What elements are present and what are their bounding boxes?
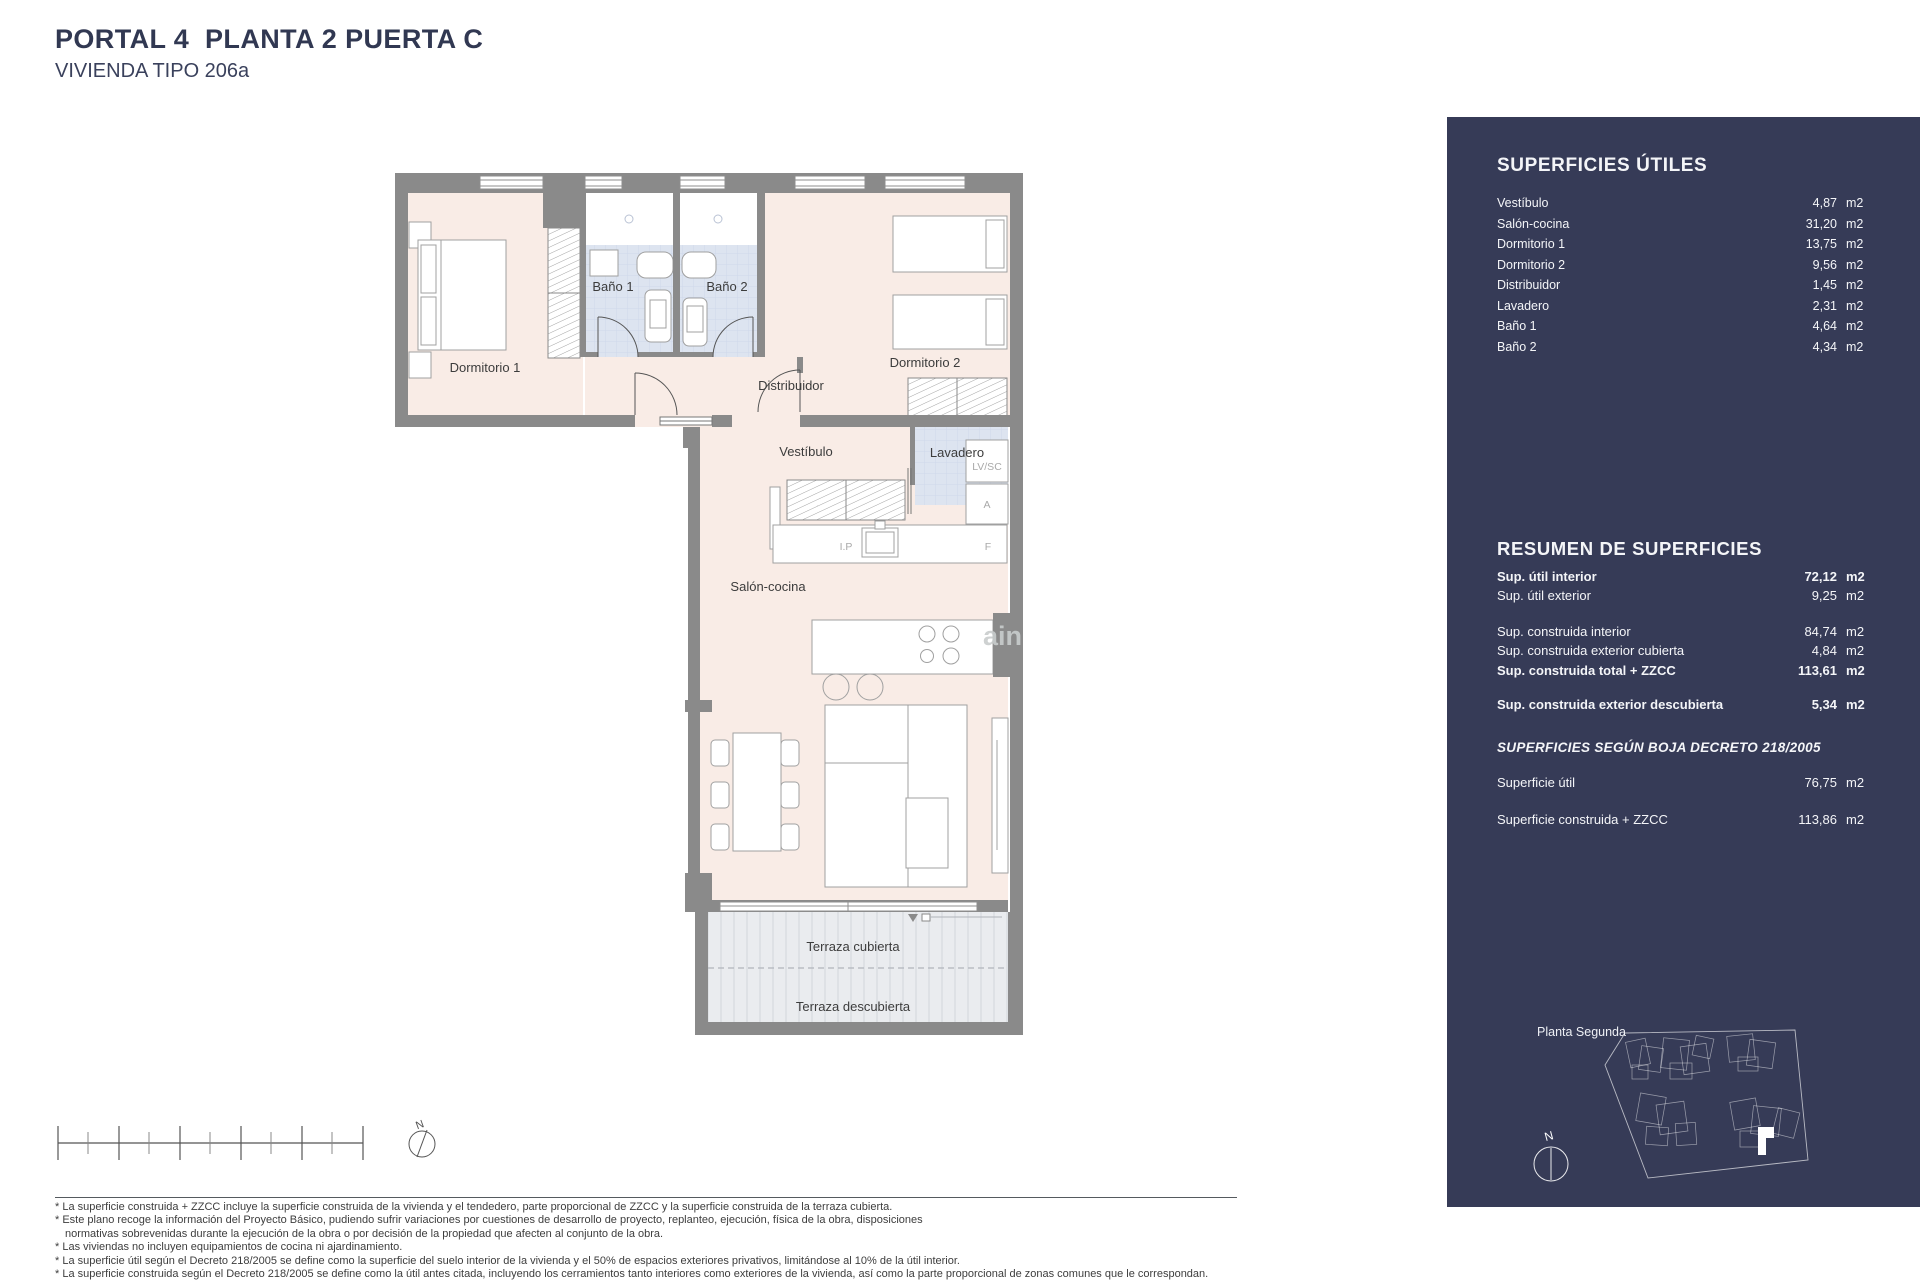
surface-row: Baño 2 4,34 m2 [1497,339,1864,354]
surface-row: Lavadero 2,31 m2 [1497,298,1864,313]
annotation-lvsc: LV/SC [972,461,1002,473]
svg-text:N: N [1542,1128,1555,1145]
superficies-utiles-title: SUPERFICIES ÚTILES [1497,155,1708,176]
room-label-distribuidor: Distribuidor [758,378,824,393]
footnote-line: normativas sobrevenidas durante la ejecución de la obra o por decisión de la propiedad que afecten al conjunto de la obra. [65,1227,664,1240]
room-label-vestibulo: Vestíbulo [779,444,833,459]
surface-row: Baño 1 4,64 m2 [1497,319,1864,333]
north-arrow-icon [409,1118,435,1157]
summary-row: Sup. construida total + ZZCC 113,61 m2 [1497,662,1865,678]
room-label-terraza-descubierta: Terraza descubierta [795,999,911,1014]
superficies-utiles-list [1497,193,1880,357]
page-title: PORTAL 4 PLANTA 2 PUERTA C [55,24,484,54]
summary-row: Sup. construida interior 84,74 m2 [1497,624,1865,639]
site-north-arrow-icon [1527,1126,1575,1188]
summary-row: Sup. construida exterior descubierta 5,34 m2 [1497,697,1865,712]
footnote-line: * Las viviendas no incluyen equipamientos de cocina ni ajardinamiento. [55,1241,403,1254]
room-label-lavadero: Lavadero [929,445,985,460]
summary-row: Sup. construida exterior cubierta 4,84 m2 [1497,643,1865,659]
surface-row: Vestíbulo 4,87 m2 [1497,196,1864,210]
page-subtitle: VIVIENDA TIPO 206a [55,60,250,82]
footnote-divider [55,1197,1237,1198]
footnote-line: * Este plano recoge la información del Proyecto Básico, pudiendo sufrir variaciones por cuestiones de desarrollo de proyecto, replanteo, ejecución, física de la obra, disposiciones [55,1214,923,1227]
surface-row: Salón-cocina 31,20 m2 [1497,216,1864,231]
resumen-group-util [1497,567,1880,606]
summary-row: Superficie útil 76,75 m2 [1497,775,1865,790]
decreto-row-construida [1497,810,1880,829]
highlighted-unit [1758,1127,1774,1155]
room-label-bano-2: Baño 2 [706,279,748,294]
room-label-salon-cocina: Salón-cocina [730,579,806,594]
footnote-line: * La superficie construida + ZZCC incluye la superficie construida de la vivienda y el tendedero, parte proporcional de ZZCC y la superficie construida de la terraza cubierta. [55,1201,893,1213]
surface-row: Dormitorio 1 13,75 m2 [1497,237,1864,251]
resumen-title: RESUMEN DE SUPERFICIES [1497,538,1763,559]
room-label-terraza-cubierta: Terraza cubierta [806,939,900,954]
watermark: ain [982,621,1022,651]
room-label-bano-1: Baño 1 [592,279,634,294]
resumen-group-construida [1497,622,1880,680]
footnotes [55,1201,1215,1281]
footnote-line: * La superficie construida según el Decreto 218/2005 se define como la útil antes citada, incluyendo los cerramientos tanto interiores como exteriores de la vivienda, así como la parte proporcional de zonas comunes que le correspondan. [55,1268,1209,1281]
resumen-group-descubierta [1497,695,1880,714]
annotation-a: A [983,499,991,511]
summary-row: Sup. útil exterior 9,25 m2 [1497,588,1865,604]
annotation-f: F [984,541,992,553]
decreto-title: SUPERFICIES SEGÚN BOJA DECRETO 218/2005 [1497,740,1821,755]
room-label-dormitorio-2: Dormitorio 2 [889,355,961,370]
site-plan-caption: Planta Segunda [1537,1025,1626,1039]
room-label-dormitorio-1: Dormitorio 1 [449,360,521,375]
svg-text:N: N [414,1118,426,1133]
decreto-row-util [1497,773,1880,792]
annotation-ip: I.P [839,541,853,553]
summary-row: Sup. útil interior 72,12 m2 [1497,569,1865,584]
summary-row: Superficie construida + ZZCC 113,86 m2 [1497,812,1865,827]
scale-bar [58,1126,363,1160]
site-key-plan [1590,1015,1830,1190]
footnote-line: * La superficie útil según el Decreto 218/2005 se define como la superficie del suelo interior de la vivienda y el 50% de espacios exteriores privativos, limitándose al 10% de la útil interior. [55,1254,960,1267]
surface-panel [1447,117,1920,1207]
surface-row: Dormitorio 2 9,56 m2 [1497,257,1864,272]
surface-row: Distribuidor 1,45 m2 [1497,278,1864,292]
